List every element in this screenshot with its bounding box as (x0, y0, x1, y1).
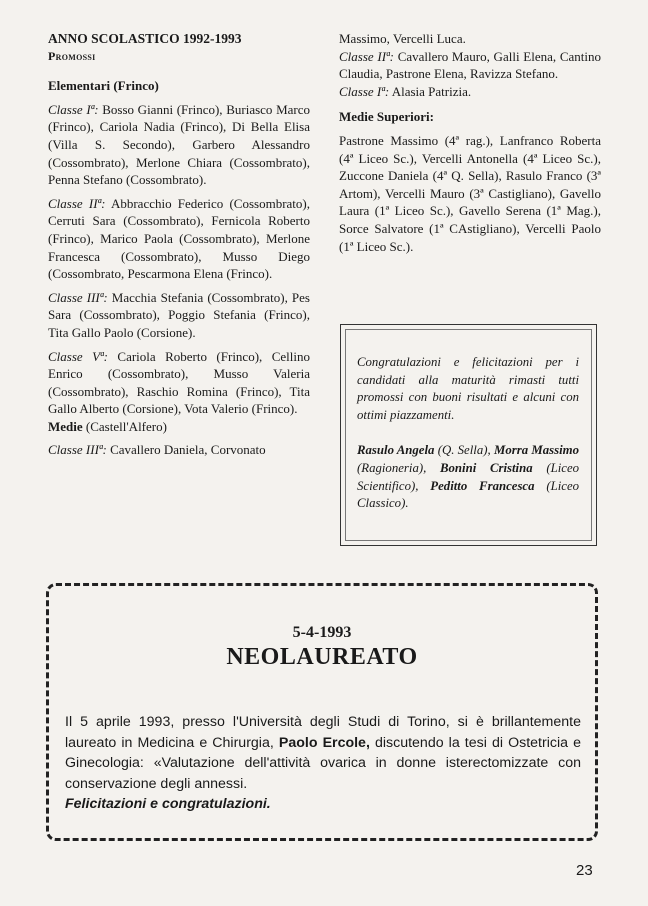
class-names: Bosso Gianni (Frinco), Buriasco Marco (Frinco), Cariola Nadia (Frinco), Di Bella Elisa (Villa S. Secondo), Garbero Alessandro (Cossombrato), Merlone Chiara (Cossombrato), Penna Stefano (Cossombrato). (48, 101, 310, 188)
student-school: (Liceo Scientifico), (357, 460, 580, 493)
announcement-body (65, 712, 581, 815)
class-label: Classe Vª: (48, 348, 108, 364)
elementari-title: Elementari (48, 78, 111, 94)
class-names: Abbracchio Federico (Cossombrato), Cerruti Sara (Cossombrato), Fernicola Roberto (Frinco), Marico Paola (Cossombrato), Merlone Francesca (Cossombrato), Musso Diego (Cossombrato, Pescarmona Elena (Frinco). (48, 195, 310, 282)
class-label: Classe Iª: (48, 101, 99, 117)
class-names: Cavallero Daniela, Corvonato (110, 442, 266, 458)
section-heading: ANNO SCOLASTICO 1992-1993 (48, 31, 242, 46)
student-name: Peditto Francesca (430, 478, 535, 493)
class-label: Classe IIª: (339, 48, 394, 64)
student-school: (Liceo Classico). (357, 478, 580, 511)
elementari-heading (48, 77, 310, 95)
right-column (339, 30, 601, 255)
superiori-heading: Medie Superiori: (339, 109, 434, 125)
page-number: 23 (576, 862, 593, 879)
elementari-classe-2 (48, 195, 310, 283)
student-name: Bonini Cristina (440, 460, 533, 475)
student-name: Rasulo Angela (357, 443, 435, 458)
elementari-classe-5 (48, 348, 310, 418)
student-school: (Ragioneria), (357, 460, 427, 475)
section-subheading: Promossi (48, 48, 96, 63)
top-students (357, 442, 579, 512)
elementari-classe-1 (48, 101, 310, 189)
announcement-closing: Felicitazioni e congratulazioni. (65, 796, 271, 812)
medie-title: Medie (48, 418, 83, 434)
superiori-text: Pastrone Massimo (4ª rag.), Lanfranco Roberta (4ª Liceo Sc.), Vercelli Antonella (4ª Liceo Sc.), Zuccone Daniela (4ª Q. Sella), Rasulo Franco (3ª Artom), Vercelli Mauro (3ª Castigliano), Gavello Laura (1ª Liceo Sc.), Gavello Serena (1ª Mag.), Sorce Salvatore (1ª CAstigliano), Vercelli Paolo (1ª Liceo Sc.). (339, 132, 601, 254)
congratulations-box-inner (345, 329, 592, 541)
class-names: Macchia Stefania (Cossombrato), Pes Sara (Cossombrato), Poggio Stefania (Frinco), Tita Gallo Paolo (Corsione). (48, 289, 310, 340)
announcement-text-before: Il 5 aprile 1993, presso l'Università degli Studi di Torino, si è brillantemente laureato in Medicina e Chirurgia, (65, 714, 581, 751)
graduate-announcement-box (46, 583, 598, 841)
class-label: Classe IIIª: (48, 442, 107, 458)
class-label: Classe IIª: (48, 195, 106, 211)
announcement-date: 5-4-1993 (292, 624, 352, 641)
class-label: Classe Iª: (339, 83, 390, 99)
class-names: Alasia Patrizia. (391, 83, 472, 99)
class-names: Cavallero Mauro, Galli Elena, Cantino Claudia, Pastrone Elena, Ravizza Stefano. (339, 48, 601, 82)
congratulations-intro: Congratulazioni e felicitazioni per i candidati alla maturità rimasti tutti promossi con buoni risultati e alcuni con ottimi piazzamenti. (357, 355, 579, 422)
class-label: Classe IIIª: (48, 289, 108, 305)
class-names: Cariola Roberto (Frinco), Cellino Enrico (Cossombrato), Musso Valeria (Cossombrato), Raschio Romina (Frinco), Tita Gallo Alberto (Corsione), Vota Valerio (Frinco). (48, 348, 310, 417)
announcement-title: NEOLAUREATO (226, 644, 418, 670)
medie-heading (48, 418, 310, 436)
congratulations-box (340, 324, 597, 546)
graduate-name: Paolo Ercole, (278, 734, 370, 751)
left-column (48, 30, 310, 459)
medie-classe-1 (339, 83, 601, 101)
elementari-classe-3 (48, 289, 310, 342)
continued-text: Massimo, Vercelli Luca. (339, 31, 466, 46)
student-name: Morra Massimo (493, 443, 579, 458)
medie-classe-2 (339, 48, 601, 83)
medie-place: (Castell'Alfero) (85, 418, 167, 434)
medie-classe-3 (48, 441, 310, 459)
student-school: (Q. Sella), (437, 443, 491, 458)
announcement-text-after: discutendo la tesi di Ostetricia e Ginecologia: «Valutazione dell'attività ovarica in donne isterectomizzate con conservazione degli annessi. (65, 734, 581, 792)
elementari-place: (Frinco) (113, 78, 159, 94)
